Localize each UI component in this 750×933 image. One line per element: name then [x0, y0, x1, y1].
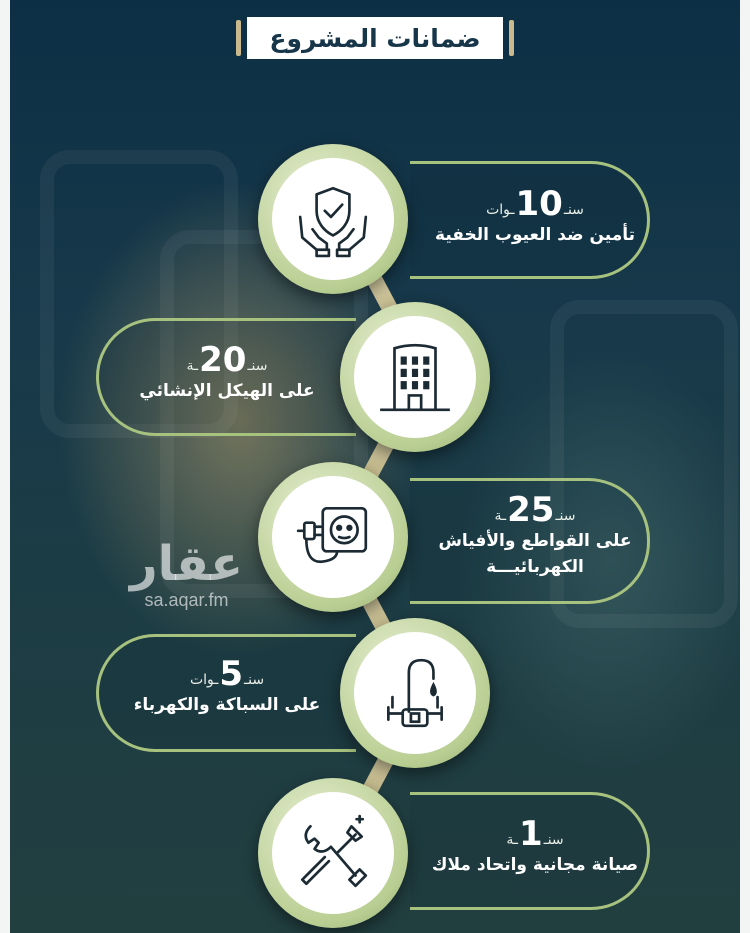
title-accent-left: [509, 20, 514, 56]
unit-left: ـة: [494, 508, 507, 524]
page-title: ضمانات المشروع: [247, 17, 502, 59]
guarantee-text-4: [122, 652, 332, 718]
years-number: 20: [199, 340, 247, 380]
building-icon: [374, 336, 456, 418]
guarantee-icon-circle-4: [340, 618, 490, 768]
unit-left: ـوات: [486, 202, 515, 218]
years-number: 25: [507, 490, 555, 530]
guarantee-icon-circle-3: [258, 462, 408, 612]
guarantee-text-5: [430, 812, 640, 878]
unit-left: ـة: [186, 358, 199, 374]
watermark-arabic: عقار: [130, 536, 243, 592]
guarantee-description: على القواطع والأفياش: [438, 531, 632, 551]
guarantee-icon-circle-1: [258, 144, 408, 294]
years-number: 10: [515, 184, 563, 224]
guarantee-text-3: [430, 488, 640, 580]
guarantee-description: صيانة مجانية واتحاد ملاك: [431, 855, 639, 875]
guarantee-description: على السباكة والكهرباء: [133, 695, 321, 715]
guarantee-icon-circle-5: [258, 778, 408, 928]
infographic-page: [10, 0, 740, 933]
unit-left: ـة: [506, 832, 518, 848]
guarantee-description: تأمين ضد العيوب الخفية: [435, 225, 635, 245]
faucet-icon: [374, 652, 456, 734]
shield-hands-icon: [292, 178, 374, 260]
power-socket-icon: [292, 496, 374, 578]
guarantee-text-2: [122, 338, 332, 404]
guarantee-icon-circle-2: [340, 302, 490, 452]
years-number: 1: [518, 814, 543, 854]
guarantee-text-1: [430, 182, 640, 248]
unit-right: سنـ: [247, 358, 268, 374]
guarantee-description: على الهيكل الإنشائي: [139, 381, 315, 401]
unit-right: سنـ: [244, 672, 265, 688]
watermark-url: sa.aqar.fm: [144, 590, 229, 610]
unit-right: سنـ: [563, 202, 584, 218]
years-number: 5: [219, 654, 244, 694]
unit-left: ـوات: [189, 672, 219, 688]
aqar-watermark: [130, 538, 243, 611]
guarantee-description-line-2: الكهربائيـــة: [486, 557, 584, 577]
title-accent-right: [236, 20, 241, 56]
unit-right: سنـ: [555, 508, 576, 524]
unit-right: سنـ: [543, 832, 564, 848]
tools-icon: [292, 812, 374, 894]
title-bar: [10, 14, 740, 62]
